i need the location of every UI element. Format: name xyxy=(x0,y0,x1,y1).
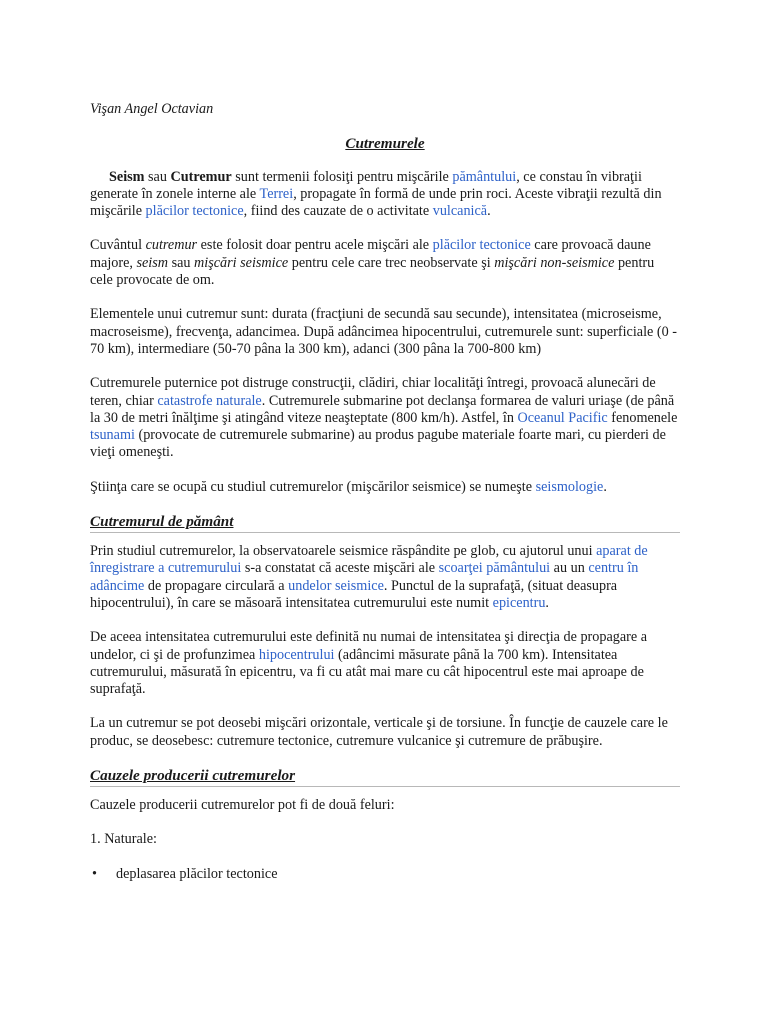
link-catastrofe-naturale[interactable]: catastrofe naturale xyxy=(157,392,262,409)
document-body xyxy=(90,101,680,883)
paragraph-seismology: Ştiinţa care se ocupă cu studiul cutremurelor (mişcărilor seismice) se numeşte seismologie. xyxy=(90,478,607,495)
list-item: • deplasarea plăcilor tectonice xyxy=(92,865,278,882)
link-undelor-seismice[interactable]: undelor seismice xyxy=(288,577,384,594)
link-epicentru[interactable]: epicentru xyxy=(492,594,546,611)
paragraph-movement-types: La un cutremur se pot deosebi mişcări orizontale, verticale şi de torsiune. În funcţie de cauzele care le produc, se deosebesc: cutremure tectonice, cutremure vulcanice şi cutremure de prăbuşire. xyxy=(90,715,668,749)
link-centru-in-adancime[interactable]: centru în adâncime xyxy=(90,560,639,594)
link-hipocentrului[interactable]: hipocentrului xyxy=(258,646,335,663)
link-terrei[interactable]: Terrei xyxy=(259,185,294,202)
link-vulcanica[interactable]: vulcanică xyxy=(432,203,488,220)
link-seismologie[interactable]: seismologie xyxy=(535,478,604,495)
paragraph-effects: Cutremurele puternice pot distruge construcţii, clădiri, chiar localităţi întregi, provoacă alunecări de teren, chiar catastrofe naturale. Cutremurele submarine pot declanşa formarea de valuri uriaşe (de până la 30 de metri înălţime şi atingând viteze neaşteptate (800 km/h). Astfel, în Oceanul Pacific fenomenele tsunami (provocate de cutremurele submarine) au produs pagube materiale foarte mari, cu pierderi de vieţi omeneşti. xyxy=(90,375,678,461)
section-heading-cutremurul-de-pamant: Cutremurul de pământ xyxy=(90,513,680,533)
bold-term-seism: Seism xyxy=(109,168,145,185)
paragraph-seism-definition: Seism sau Cutremur sunt termenii folosiţi pentru mişcările pământului, ce constau în vibraţii generate în zonele interne ale Terrei, propagate în formă de unde prin roci. Aceste vibraţii rezultă din mişcările plăcilor tectonice, fiind des cauzate de o activitate vulcanică. xyxy=(90,168,662,220)
natural-causes-list xyxy=(90,866,680,883)
link-scoartei-pamantului[interactable]: scoarţei pământului xyxy=(438,560,551,577)
link-aparat-inregistrare[interactable]: aparat de înregistrare a cutremurului xyxy=(90,543,648,577)
paragraph-study: Prin studiul cutremurelor, la observatoarele seismice răspândite pe glob, cu ajutorul unui aparat de înregistrare a cutremurului s-a constatat că aceste mişcări ale scoarţei pământului au un centru în adâncime de propagare circulară a undelor seismice. Punctul de la suprafaţă, (situat deasupra hipocentrului), în care se măsoară intensitatea cutremurului este numit epicentru. xyxy=(90,543,648,611)
link-placilor-tectonice-2[interactable]: plăcilor tectonice xyxy=(432,237,531,254)
author-name: Vişan Angel Octavian xyxy=(90,101,214,117)
paragraph-elements: Elementele unui cutremur sunt: durata (fracţiuni de secundă sau secunde), intensitatea (microseisme, macroseisme), frecvenţa, adancimea. După adâncimea hipocentrului, cutremurele sunt: superficiale (0 - 70 km), intermediare (50-70 pâna la 300 km), adanci (300 pâna la 700-800 km) xyxy=(90,306,677,357)
link-placilor-tectonice[interactable]: plăcilor tectonice xyxy=(145,203,244,220)
link-tsunami[interactable]: tsunami xyxy=(90,427,135,444)
link-oceanul-pacific[interactable]: Oceanul Pacific xyxy=(517,409,608,426)
paragraph-word-usage: Cuvântul cutremur este folosit doar pentru acele mişcări ale plăcilor tectonice care provoacă daune majore, seism sau mişcări seismice pentru cele care trec neobservate şi mişcări non-seismice pentru cele provocate de om. xyxy=(90,237,655,289)
bullet-icon: • xyxy=(92,865,97,882)
bold-term-cutremur: Cutremur xyxy=(170,168,232,185)
paragraph-natural-causes: 1. Naturale: xyxy=(90,831,157,848)
document-title: Cutremurele xyxy=(345,135,425,153)
paragraph-causes-intro: Cauzele producerii cutremurelor pot fi de două feluri: xyxy=(90,797,395,814)
section-heading-cauzele: Cauzele producerii cutremurelor xyxy=(90,767,680,787)
link-pamantului[interactable]: pământului xyxy=(452,168,517,185)
paragraph-intensity: De aceea intensitatea cutremurului este definită nu numai de intensitatea şi direcţia de propagare a undelor, ci şi de profunzimea hipocentrului (adâncimi măsurate până la 700 km). Intensitatea cutremurului, măsurată în epicentru, va fi cu atât mai mare cu cât hipocentrul este mai aproape de suprafaţă. xyxy=(90,629,648,698)
